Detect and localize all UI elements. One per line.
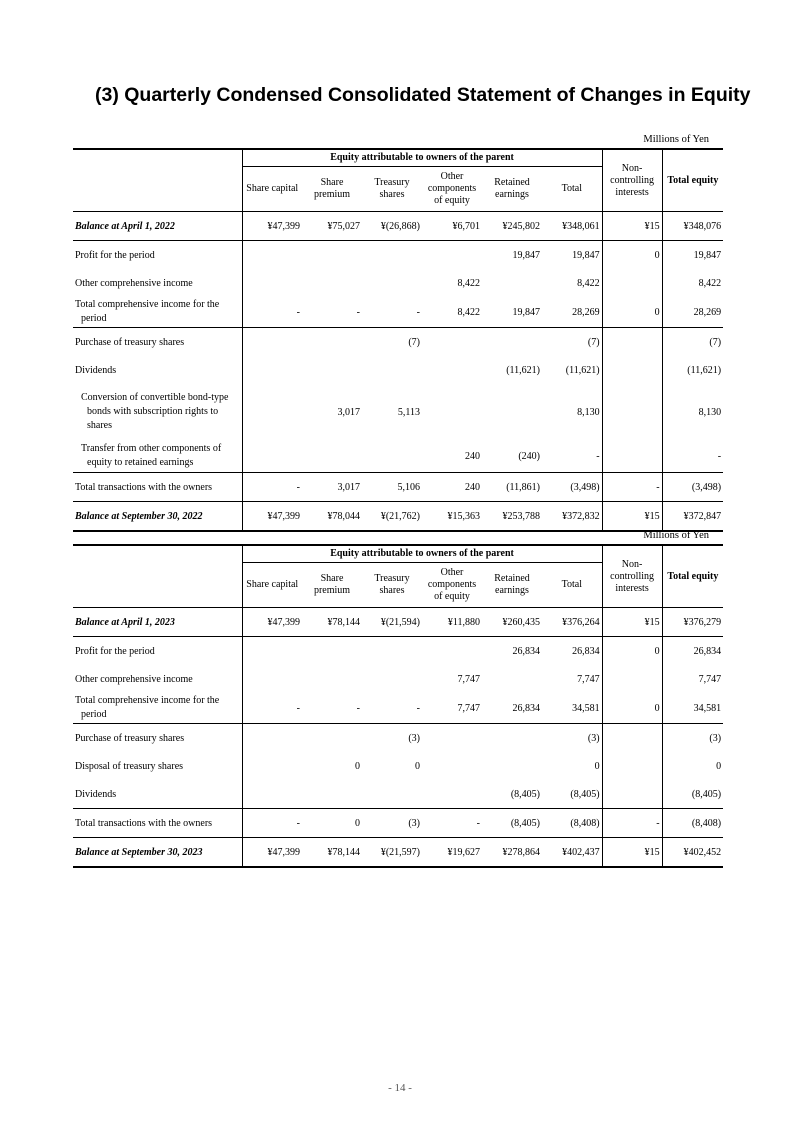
row-label: Dividends [75, 364, 117, 376]
row-label: Disposal of treasury shares [75, 760, 184, 772]
cell: (3) [408, 817, 420, 829]
cell: 7,747 [422, 693, 482, 724]
cell [362, 440, 422, 473]
cell: ¥47,399 [242, 212, 302, 241]
cell [302, 665, 362, 693]
table-row [73, 473, 723, 502]
cell [602, 440, 662, 473]
cell [422, 241, 482, 270]
row-label [73, 440, 242, 473]
cell [602, 665, 662, 693]
cell: - [362, 693, 422, 724]
cell: ¥78,144 [302, 608, 362, 637]
cell [422, 637, 482, 666]
row-label [73, 693, 242, 724]
cell: 7,747 [457, 673, 480, 685]
group-header: Equity attributable to owners of the parent [242, 149, 602, 167]
cell: ¥(21,594) [362, 608, 422, 637]
cell [242, 269, 302, 297]
cell: 3,017 [337, 481, 360, 493]
row-label: Purchase of treasury shares [75, 336, 185, 348]
cell: (3) [662, 724, 723, 753]
cell [482, 752, 542, 780]
header-blank [73, 545, 242, 608]
cell [362, 356, 422, 384]
cell: 19,847 [512, 249, 540, 261]
table-row [73, 328, 723, 357]
row-label-text: Total comprehensive income for the period [75, 695, 220, 720]
cell: ¥15 [602, 212, 662, 241]
cell: - [602, 809, 662, 838]
cell [242, 328, 302, 357]
cell [422, 356, 482, 384]
table-row [73, 665, 723, 693]
cell: (8,405) [662, 780, 723, 809]
header-share-capital: Share capital [242, 563, 302, 608]
row-label: Balance at April 1, 2023 [73, 608, 242, 637]
cell [422, 384, 482, 440]
table-row [73, 693, 723, 724]
page-title: (3) Quarterly Condensed Consolidated Statement of Changes in Equity [95, 84, 751, 106]
table-row [73, 780, 723, 809]
header-share-capital: Share capital [242, 167, 302, 212]
cell: (8,408) [662, 809, 723, 838]
cell: 0 [355, 760, 360, 772]
cell [362, 665, 422, 693]
cell: (8,408) [570, 817, 600, 829]
cell [362, 269, 422, 297]
cell: 26,834 [512, 645, 540, 657]
cell: (11,621) [506, 364, 540, 376]
header-other-components: Other components of equity [422, 167, 482, 212]
cell: ¥19,627 [422, 838, 482, 868]
equity-table-2022 [73, 148, 723, 532]
table-row [73, 297, 723, 328]
cell [362, 241, 422, 270]
cell: ¥(26,868) [362, 212, 422, 241]
header-retained-earnings: Retained earnings [482, 167, 542, 212]
cell [422, 724, 482, 753]
cell: 240 [422, 440, 482, 473]
header-nci: Non-controlling interests [602, 545, 662, 608]
cell: ¥11,880 [422, 608, 482, 637]
cell [302, 269, 362, 297]
cell [602, 724, 662, 753]
cell [242, 752, 302, 780]
row-label: Other comprehensive income [75, 673, 193, 685]
cell: 26,834 [662, 637, 723, 666]
cell: ¥402,437 [542, 838, 602, 868]
cell: ¥376,264 [542, 608, 602, 637]
cell [602, 328, 662, 357]
cell [242, 384, 302, 440]
cell: ¥348,061 [542, 212, 602, 241]
row-label: Total transactions with the owners [75, 481, 213, 493]
cell: - [302, 693, 362, 724]
cell [302, 440, 362, 473]
cell [242, 665, 302, 693]
cell: ¥47,399 [242, 502, 302, 532]
cell: ¥6,701 [422, 212, 482, 241]
cell: (3,498) [570, 481, 600, 493]
cell: - [242, 473, 302, 502]
header-total-equity: Total equity [662, 545, 723, 608]
cell: (7) [587, 336, 600, 348]
page-number: - 14 - [388, 1082, 412, 1094]
cell: 34,581 [662, 693, 723, 724]
cell: 8,130 [662, 384, 723, 440]
row-label [73, 384, 242, 440]
table-row [73, 637, 723, 666]
cell [242, 724, 302, 753]
cell: 3,017 [337, 406, 360, 418]
cell: 8,130 [577, 406, 600, 418]
cell: - [242, 809, 302, 838]
cell: ¥15 [602, 608, 662, 637]
cell: ¥278,864 [482, 838, 542, 868]
cell [242, 356, 302, 384]
cell: ¥348,076 [662, 212, 723, 241]
cell [302, 328, 362, 357]
cell: 0 [662, 752, 723, 780]
cell [242, 241, 302, 270]
cell: ¥253,788 [482, 502, 542, 532]
cell: ¥372,832 [542, 502, 602, 532]
row-label: Balance at April 1, 2022 [73, 212, 242, 241]
row-label-text: Total comprehensive income for the period [75, 299, 220, 324]
cell: 19,847 [482, 297, 542, 328]
cell: - [242, 297, 302, 328]
cell: - [362, 297, 422, 328]
cell: 0 [415, 760, 420, 772]
cell: ¥47,399 [242, 608, 302, 637]
cell: ¥75,027 [302, 212, 362, 241]
cell: (240) [482, 440, 542, 473]
table-row [73, 269, 723, 297]
header-total-equity: Total equity [662, 149, 723, 212]
cell: (3,498) [662, 473, 723, 502]
cell: ¥245,802 [482, 212, 542, 241]
table-row [73, 838, 723, 868]
cell: 19,847 [662, 241, 723, 270]
cell: ¥15,363 [422, 502, 482, 532]
cell: 7,747 [662, 665, 723, 693]
row-label: Purchase of treasury shares [75, 732, 185, 744]
cell: 0 [602, 297, 662, 328]
row-label-text: Conversion of convertible bond-type bonds with subscription rights to shares [81, 392, 229, 431]
table-row [73, 752, 723, 780]
table-row [73, 809, 723, 838]
cell [302, 780, 362, 809]
cell: (8,405) [510, 817, 540, 829]
cell: 0 [602, 241, 662, 270]
row-label: Balance at September 30, 2023 [73, 838, 242, 868]
row-label: Dividends [73, 780, 242, 809]
cell: ¥402,452 [662, 838, 723, 868]
table-row [73, 502, 723, 532]
cell [602, 269, 662, 297]
cell [602, 752, 662, 780]
cell [422, 752, 482, 780]
cell: (8,405) [542, 780, 602, 809]
cell: ¥(21,762) [362, 502, 422, 532]
cell: (11,861) [506, 481, 540, 493]
units-label: Millions of Yen [643, 530, 709, 541]
cell: ¥376,279 [662, 608, 723, 637]
cell: (11,621) [662, 356, 723, 384]
cell: 19,847 [572, 249, 600, 261]
header-nci: Non-controlling interests [602, 149, 662, 212]
cell: ¥(21,597) [362, 838, 422, 868]
cell [302, 724, 362, 753]
cell: 8,422 [457, 277, 480, 289]
header-total: Total [542, 563, 602, 608]
table-row [73, 356, 723, 384]
cell: 5,106 [397, 481, 420, 493]
cell [482, 724, 542, 753]
cell: (7) [408, 336, 420, 348]
cell: ¥78,044 [302, 502, 362, 532]
cell: - [542, 440, 602, 473]
header-retained-earnings: Retained earnings [482, 563, 542, 608]
row-label: Profit for the period [75, 645, 155, 657]
cell: (3) [587, 732, 600, 744]
cell: 26,834 [482, 693, 542, 724]
table-row [73, 724, 723, 753]
cell: 8,422 [577, 277, 600, 289]
cell: 0 [355, 817, 360, 829]
cell [302, 356, 362, 384]
cell [482, 328, 542, 357]
row-label: Total transactions with the owners [75, 817, 213, 829]
table-row [73, 440, 723, 473]
cell: ¥78,144 [302, 838, 362, 868]
cell: 8,422 [422, 297, 482, 328]
cell [242, 440, 302, 473]
header-other-components: Other components of equity [422, 563, 482, 608]
cell: - [302, 297, 362, 328]
header-treasury-shares: Treasury shares [362, 167, 422, 212]
cell: - [662, 440, 723, 473]
cell: 28,269 [542, 297, 602, 328]
cell: 34,581 [542, 693, 602, 724]
cell: 0 [602, 693, 662, 724]
cell: (3) [408, 732, 420, 744]
cell: ¥15 [602, 502, 662, 532]
cell [602, 384, 662, 440]
row-label: Balance at September 30, 2022 [73, 502, 242, 532]
cell [422, 780, 482, 809]
cell: 0 [594, 760, 600, 772]
cell: 8,422 [662, 269, 723, 297]
cell [362, 637, 422, 666]
cell: ¥47,399 [242, 838, 302, 868]
cell: - [476, 817, 480, 829]
cell: 26,834 [572, 645, 600, 657]
header-share-premium: Share premium [302, 167, 362, 212]
cell: ¥15 [602, 838, 662, 868]
cell: 240 [465, 481, 480, 493]
units-label: Millions of Yen [643, 134, 709, 145]
cell [482, 384, 542, 440]
cell: 7,747 [577, 673, 600, 685]
cell [302, 637, 362, 666]
cell: (7) [662, 328, 723, 357]
equity-table-2023 [73, 544, 723, 868]
row-label [73, 297, 242, 328]
cell [422, 328, 482, 357]
header-treasury-shares: Treasury shares [362, 563, 422, 608]
row-label-text: Transfer from other components of equity to retained earnings [81, 443, 222, 468]
cell: (11,621) [565, 364, 600, 376]
cell: 28,269 [662, 297, 723, 328]
cell [362, 780, 422, 809]
cell: 0 [602, 637, 662, 666]
cell: ¥372,847 [662, 502, 723, 532]
cell [602, 780, 662, 809]
row-label: Other comprehensive income [75, 277, 193, 289]
table-row [73, 384, 723, 440]
header-blank [73, 149, 242, 212]
row-label: Profit for the period [75, 249, 155, 261]
table-row [73, 241, 723, 270]
group-header: Equity attributable to owners of the parent [242, 545, 602, 563]
cell: - [602, 473, 662, 502]
cell [242, 780, 302, 809]
cell [302, 241, 362, 270]
cell [242, 637, 302, 666]
header-total: Total [542, 167, 602, 212]
header-share-premium: Share premium [302, 563, 362, 608]
cell [482, 269, 542, 297]
cell [482, 665, 542, 693]
cell: 5,113 [397, 406, 420, 418]
cell [602, 356, 662, 384]
table-row [73, 212, 723, 241]
cell: - [242, 693, 302, 724]
table-row [73, 608, 723, 637]
cell: ¥260,435 [482, 608, 542, 637]
cell: (8,405) [482, 780, 542, 809]
